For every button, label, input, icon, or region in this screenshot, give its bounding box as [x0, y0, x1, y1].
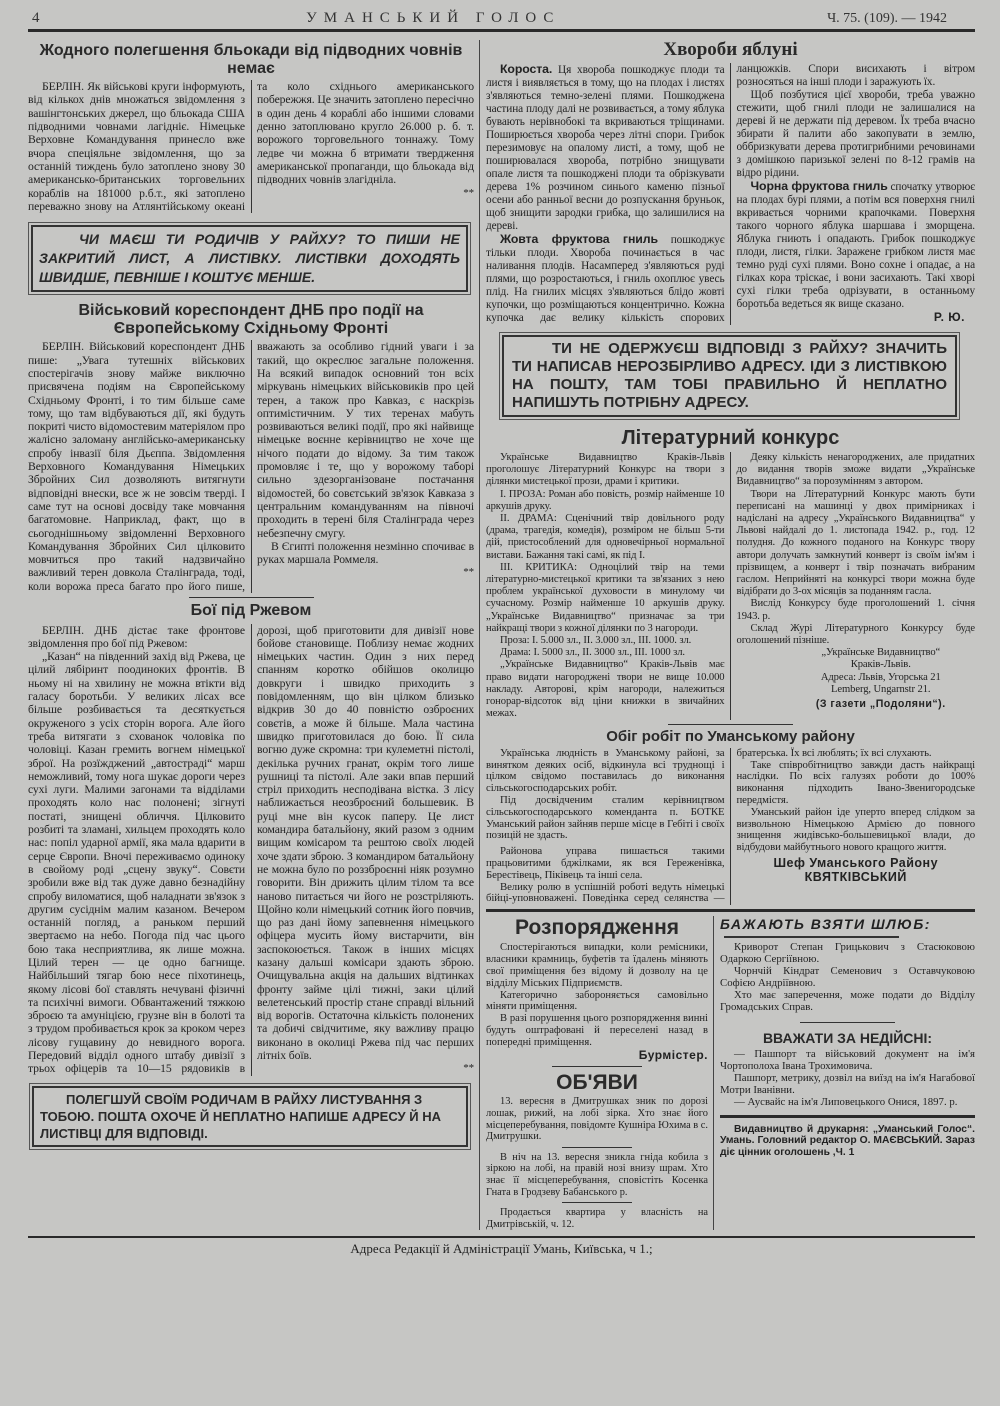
- article-blockade-body: [28, 80, 474, 213]
- separator: [189, 597, 314, 598]
- paragraph: III. КРИТИКА: Одноцілий твір на теми літературно-мистецької критики та зв'язаних з нею проблем української духовости в минулому чи сучасному. Розмір найменше 10 аркушів друку. „Українське Видавництво“ призначає за три найкращі твори з кожної ділянки по 3 нагороди.: [486, 561, 725, 634]
- notice-text: ПОЛЕГШУЙ СВОЇМ РОДИЧАМ В РАЙХУ ЛИСТУВАННЯ З ТОБОЮ. ПОШТА ОХОЧЕ Й НЕПЛАТНО НАПИШЕ АДРЕСУ Й НА ЛИСТІВЦІ ДЛЯ ВІДПОВІДІ.: [40, 1091, 441, 1141]
- paragraph-text: пошкоджує тільки плоди. Хвороба починається в час наливання плодів. Насамперед з'являються руді плями, що розростаються, і гниль охоплює увесь плід. На гнилих місцях з'являються блідо жовті купочки, що розміщаються концентрично. Кожна купочка дає велику кількість спорових ланцюжків. Спори висихають і вітром розносяться на інші плоди і заражують їх.: [486, 62, 975, 324]
- publisher-address: Адреса: Львів, Угорська 21: [820, 671, 941, 683]
- paragraph: Щоб позбутися цієї хвороби, треба уважно стежити, щоб гнилі плоди не залишалися на дереві й не держати під деревом. Їх треба вчасно збирати й палити або закопувати в землю, оббризкувати дерева протигрибними речовинами з домішкою паризької зелені по 8-12 грамів на відро рідини.: [736, 88, 975, 179]
- left-column: [28, 40, 480, 1230]
- notices-section: [486, 909, 975, 1230]
- notice-text: ЧИ МАЄШ ТИ РОДИЧІВ У РАЙХУ? ТО ПИШИ НЕ ЗАКРИТИЙ ЛИСТ, А ЛИСТІВКУ. ЛИСТІВКИ ДОХОДЯТЬ ШВИДШЕ, ПЕВНІШЕ І КОШТУЄ МЕНШЕ.: [39, 231, 460, 286]
- paragraph: Пашпорт, метрику, дозвіл на виїзд на ім'я Нагабової Мотри Іванівни.: [720, 1071, 975, 1096]
- order-body: [486, 942, 708, 1062]
- editorial-address: Адреса Редакції й Адміністрації Умань, Київська, ч 1.;: [28, 1236, 975, 1257]
- article-rzhev-title: Бої під Ржевом: [190, 601, 312, 619]
- publisher-city: Краків-Львів.: [850, 659, 911, 671]
- subheading: Чорна фруктова гниль: [750, 178, 888, 193]
- separator: [724, 936, 899, 938]
- article-contest-body: [486, 452, 975, 720]
- notice-no-reply: [502, 335, 957, 417]
- separator: [552, 1066, 642, 1067]
- imprint: [720, 1124, 975, 1159]
- paragraph: Спостерігаються випадки, коли ремісники, власники крамниць, буфетів та їдалень міняють свої приміщення без відому й дозволу на це відділу Міських Підприємств.: [486, 942, 708, 989]
- announcements-column: [714, 916, 975, 1230]
- paragraph: В Єгипті положення незмінно спочиває в руках маршала Роммеля.: [257, 539, 474, 567]
- ads-list: [486, 1096, 708, 1230]
- paragraph: Вислід Конкурсу буде проголошений 1. січня 1943. р.: [736, 598, 975, 622]
- source-note: (З газети „Подоляни“).: [815, 697, 946, 710]
- article-blockade-title: Жодного полегшення бльокади від підводних човнів немає: [39, 42, 463, 77]
- paragraph: Хто має заперечення, може подати до Відділу Громадських Справ.: [720, 988, 975, 1013]
- notice-write-postcard: [31, 225, 468, 292]
- ads-title: ОБ'ЯВИ: [556, 1071, 638, 1095]
- paragraph: — Аусвайс на ім'я Липовецького Онися, 1897. р.: [734, 1095, 958, 1108]
- paragraph: I. ПРОЗА: Роман або повість, розмір найменше 10 аркушів друку.: [486, 488, 725, 512]
- invalid-body: [720, 1049, 975, 1109]
- issue-number: Ч. 75. (109). — 1942: [827, 11, 947, 26]
- paragraph: Таке співробітництво завжди дасть найкращі наслідки. По всіх галузях роботи до 100% виконання підходить Івано-Звенигородське передмістя.: [736, 758, 975, 807]
- article-apple-body: [486, 63, 975, 325]
- separator: [720, 1115, 975, 1118]
- paragraph: Деяку кількість ненагороджених, але придатних до видання творів зможе видати „Українське Видавництво“ за порозумінням з автором.: [736, 451, 975, 488]
- paragraph: Криворот Степан Грицькович з Стасюковою Одаркою Сергіївною.: [720, 941, 975, 966]
- paragraph: Чорнчій Кіндрат Семенович з Оставчуковою Софією Андріївною.: [720, 965, 975, 989]
- paragraph: „Українське Видавництво“ Краків-Львів має право видати нагороджені твори не вище 10.000 накладу. Авторові, крім нагороди, належиться гонорар-відсоток від ціни книжки в звичайних межах.: [486, 659, 725, 720]
- publisher-address-german: Lemberg, Ungarnstr 21.: [831, 683, 931, 695]
- paragraph: Під досвідченим сталим керівництвом сільськогосподарського коменданта п. БОТКЕ Уманський район зайняв перше місце в Гебіті і своїх позицій не здасть.: [486, 794, 725, 842]
- paragraph: Проза: I. 5.000 зл., II. 3.000 зл., III. 1000. зл.: [500, 634, 692, 646]
- ad-item: В ніч на 13. вересня зникла гніда кобила з зіркою на лобі, на правій нозі внизу шрам. Хто знає її місцеперебування, сповістіть Косенка Гната в Гродзеву Бабанського р.: [486, 1151, 708, 1198]
- signature-title: Шеф Уманського Району: [773, 856, 939, 871]
- marriage-title: БАЖАЮТЬ ВЗЯТИ ШЛЮБ:: [720, 916, 931, 933]
- separator: [562, 1202, 632, 1203]
- order-title: Розпорядження: [514, 916, 680, 940]
- subheading: Жовта фруктова гниль: [500, 231, 658, 246]
- signature-name: КВЯТКІВСЬКИЙ: [804, 870, 907, 885]
- paragraph: Склад Журі Літературного Конкурсу буде оголошений пізніше.: [736, 622, 975, 646]
- ad-item: Продається квартира у власність на Дмитрівській, ч. 12.: [486, 1207, 708, 1230]
- paragraph: Категорично забороняється самовільно міняти приміщення.: [486, 989, 708, 1013]
- paragraph: Твори на Літературний Конкурс мають бути переписані на машинці у двох примірниках і надіслані на адресу „Українського Видавництва“ у Львові найдалі до 1. листопада 1942. р., год. 12 полудня. До кожного поданого на Конкурс твору автори долучать замкнутий конверт із своїм ім'ям і прізвищем, а конверт і твір позначать вибраним гаслом. Неприйняті на конкурсі твори можна буде відібрати до 3-ох місяців за поданням гасла.: [736, 488, 975, 598]
- notice-text: ТИ НЕ ОДЕРЖУЄШ ВІДПОВІДІ З РАЙХУ? ЗНАЧИТЬ ТИ НАПИСАВ НЕРОЗБІРЛИВО АДРЕСУ. ІДИ З ЛИСТІВКОЮ НА ПОШТУ, ТАМ ТОБІ ПРАВИЛЬНО Й НЕПЛАТНО НАПИШУТЬ ПОТРІБНУ АДРЕСУ.: [512, 339, 947, 411]
- paragraph: Українське Видавництво Краків-Львів проголошує Літературний Конкурс на твори з ділянки мистецької прози, драми і критики.: [486, 451, 725, 488]
- paragraph: — Пашпорт та військовий документ на ім'я Чортополоха Івана Трохимовича.: [720, 1048, 975, 1072]
- article-works-body: [486, 748, 975, 905]
- order-and-ads-column: [486, 916, 714, 1230]
- subheading: Короста.: [500, 61, 553, 76]
- right-column: [480, 40, 975, 1230]
- header: [28, 8, 975, 32]
- marriage-body: [720, 942, 975, 1013]
- paragraph: БЕРЛІН. ДНБ дістає таке фронтове звідомлення про бої під Ржевом:: [28, 623, 245, 650]
- paragraph: БЕРЛІН. Військовий кореспондент ДНБ пише: „Увага тутешніх військових спостерігачів знову майже виключно присвячена подіям на Європейському Східньому Фронті, і то тим більше саме тому, що там відбуваються дії, які будуть покриті чисто відомостевим матеріялом про жалісно заломану англійсько-американську спробу інвазії біля Дьєппа. Звідомлення Верховного Командування Німецьких Збройних Сил дозволяють витягнути відповідні внески, все ж не зовсім тверді. І саме тут на основі досвіду таке мовчання багатомовне. Наприклад, факт, що в сьогоднішньому звідомленні Верховного Командування Збройних Сил цілковито мовчиться про такий надзвичайно важливий терен довкола Сталінграда, тоді, коли ворожа преса багато про його пише, вважають за особливо гідний уваги і за такий, що окреслює загальне положення. На всякий випадок основний тон всіх міркувань німецьких військовиків про цей терен, а також про Кавказ, є наскрізь оптимістичним. У тих теренах мабуть розвиваються великі події, про які найвище німецьке воєнне керівництво не хоче ще нічого подати до відому. За тим також промовляє і те, що у ворожому таборі сильно здезорганізоване постачання відомостей, бо совєтський зв'язок Кавказа з центральним командуванням на півночі проходить в терені біля Сталінграда через небезпечну смугу.: [28, 340, 474, 593]
- paragraph: Районова управа пишається такими працьовитими бджілками, як вся Гереженівка, Берестівець, Піківець та інші села.: [486, 845, 725, 881]
- paragraph: Українська людність в Уманському районі, за винятком деяких осіб, відкинула всі труднощі і цілком свідомо поставилась до виконання сільськогосподарських робіт.: [486, 746, 725, 795]
- paragraph: Драма: I. 5000 зл., II. 3000 зл., III. 1000 зл.: [500, 647, 685, 659]
- ad-item: 13. вересня в Дмитрушках зник по дорозі лошак, рижий, на лобі зірка. Хто знає його місцеперебування, повідомте Кушніра Юхима в с. Дмитрушки.: [486, 1096, 709, 1143]
- contest-signature: [737, 647, 976, 710]
- article-dnb-title: Військовий кореспондент ДНБ про події на Європейському Східньому Фронті: [78, 302, 424, 337]
- signature: **: [463, 1062, 474, 1075]
- paragraph: Велику ролю в успішній роботі ведуть німецькі бійці-уповноважені. Поведінка серед селянства — братерська. Їх всі люблять; їх всі слухають.: [486, 746, 932, 905]
- paragraph: Уманський район іде уперто вперед слідком за визвольною Німецькою Армією до повного знищення жидівсько-большевицької влади, до відбудови майбутнього нового кращого життя.: [736, 805, 975, 854]
- works-signature: [737, 856, 976, 884]
- paragraph: „Казан“ на південний захід від Ржева, це цілий лябіринт поодиноких фронтів. В ньому ні на хвилину не можна втікти від галасу боротьби. У великих лісах все більше розбивається та десяткується окруженого з усіх сторін ворога. Але його треба витягати з схованок чоловіка по чоловіці. Казан гремить вогнем німецької зброї. На розїжджений „автостраді“ марш неможливий, тому нога шукає дороги через сухі луги. Малими загонами та відділами проходять коло нас полонені; зігнуті постаті, знищені обличчя. Цілковито розбиті та зламані, хильцем проходять коло нас: попіл ударної армії, яка мала вдарити в серце Європи. Вночі переживаємо одиноку в свойому роді „сцену звуку“. Совєти зробили вже від так дуже давно безнадійну спробу виломатися, щоб наладнати зв'язок з другим сусіднім малим казаном. Вечером останній погляд, а раньком перший звертаємо на небо. Погода під час цього бою така несприятлива, як лише можна. Цілий терен — це одно багнище. Найбільший тягар бою несе піхотинець, якому лісові бої ставлять нечувані фізичні та психічні вимоги. Обвантажений тяжкою зброєю та амуніцією, грузне він в болоті та з трудом пробивається крок за кроком через лісову гущавину до невидного ворога. Передовий відділ одного штабу дивізії з трьох офіцерів та 10—15 рядовиків в дорозі, щоб приготовити для дивізії нове бойове становище. Поблизу немає жодних німецьких частин. Один з них перед спанням коротко обійшов околицю довкруги і швидко приходить з повідомленням, що він цілком близько відкрив 30 до 40 повністю озброєних совєтів, а може й більше. Мала частина швидко приготовилася до бою. Її сила вогню дуже скромна: три кулеметні пістолі, декілька ручних гранат, окрім того лише рушниці та пістолі. Але заки впав перший стріл приходить несподівана вістка. З лісу наближається неозброєний большевик. В руці мне він кусок паперу. Це лист командира батальйону, який разом з одним вищим комісаром та рештою своїх людей хоче здати зброю. З командиром батальйону не можна було по роззброєнні ніяк розумно говорити. Він дрижить цілим тілом та все наново питається чи його не розстріляють. Щойно коли німецький сотник його повчив, що раз дані йому запевнення німецького офіцера мусить йому вистарчити, він заспокоюється. Також в інших місцях казану дальші комісари здають зброю. Очищувальна акція на дальших відтинках фронту займе цілі тижні, заки цілий велетенський простір стане справді вільний від ворогів. Остаточна кількість полонених та добичі свідчитиме, яку важливу працю виконано в околиці Ржева під час перших літніх боїв.: [28, 623, 474, 1076]
- invalid-title: ВВАЖАТИ ЗА НЕДІЙСНІ:: [762, 1029, 933, 1046]
- separator: [800, 1022, 895, 1023]
- signature: **: [463, 566, 474, 579]
- separator: [668, 724, 793, 725]
- publisher: „Українське Видавництво“: [821, 647, 941, 659]
- article-works-title: Обіг робіт по Уманському району: [606, 728, 855, 746]
- paragraph: [486, 63, 725, 233]
- separator: [562, 1147, 632, 1148]
- notice-help-relatives: [32, 1086, 468, 1147]
- page-columns: [28, 40, 975, 1230]
- article-dnb-body: [28, 340, 474, 593]
- signature: **: [463, 186, 474, 199]
- signature: Бурмістер.: [638, 1048, 708, 1063]
- paragraph: БЕРЛІН. Як військові круги інформують, від кількох днів множаться звідомлення з вашінгтонських джерел, що бльокада США підводними човнами лагідніє. Німецьке Верховне Командування принесло вже вчора спеціяльне звідомлення, що за останній тиждень було затоплено знову 30 американсько-британських торговельних кораблів на 181000 р.б.т., які затоплено переважно знову на Атлянтійському океані та коло східнього американського побережжя. Це значить затоплено пересічно в один день 4 кораблі або іншими словами денно затоплювано кругло 26.000 р. б. т. ворожого торговельного тоннажу. Тому ледве чи можна б втримати твердження американської пропаганди, що бльокада від підводних човнів злагідніла.: [28, 80, 474, 213]
- masthead: УМАНСЬКИЙ ГОЛОС: [306, 10, 561, 26]
- paragraph: В разі порушення цього розпорядження винні будуть оштрафовані й переселені назад в попередні приміщення.: [486, 1013, 708, 1048]
- signature: Р. Ю.: [933, 309, 965, 324]
- page-number: 4: [32, 10, 40, 26]
- article-contest-title: Літературний конкурс: [621, 426, 840, 449]
- article-apple-title: Хвороби яблуні: [663, 39, 798, 60]
- paragraph: [737, 180, 976, 311]
- imprint-text: Видавництво й друкарня: „Уманський Голос“. Умань. Головний редактор О. МАЄВСЬКИЙ. Зараз діє цінник оголошень ,Ч. 1: [720, 1123, 975, 1159]
- paragraph-text: Ця хвороба пошкоджує плоди та листя і виявляється в тому, що на плодах і листях з'являються темно-зелені плями. Пошкоджена частина плоду далі не розвивається, а тому яблука бувають нерівнобокі та вкриваються тріщинами. Поширюється хвороба через літні спори. Грибок перезимовує на опалому листі, а тому, щоб не поширювалася хвороба, потрібно знищувати опале листя та пошкоджені плоди та обрізкувати дерева 1% розчином синього каменю пізньої осени або ранньої весни до розпускання бруньок, щоб знищити зародки грибка, що залишилися на дереві.: [486, 63, 725, 232]
- paragraph: II. ДРАМА: Сценічний твір довільного роду (драма, трагедія, комедія), розміром не більш 5-ти дій, пристособлений для одновечірньої нормальної вистави. Бажання такі самі, як під I.: [486, 512, 725, 561]
- paragraph-text: спочатку утворює на плодах бурі плями, а потім вся поверхня гнилі вкривається чорними крапочками. Поверхня такого чорного яблука шаршава і зморщена. Яблука гниють і опадають. Грибок пошкоджує плоди, листя, гілки. Заражене грибком листя має темно руді сухі плями. Воно сохне і опадає, а на гілках кора тріскає, і вони засихають. Такі хворі сухі гілки треба одрізувати, в останньому боротьба ведеться як вище сказано.: [736, 180, 975, 310]
- article-rzhev-body: [28, 624, 474, 1076]
